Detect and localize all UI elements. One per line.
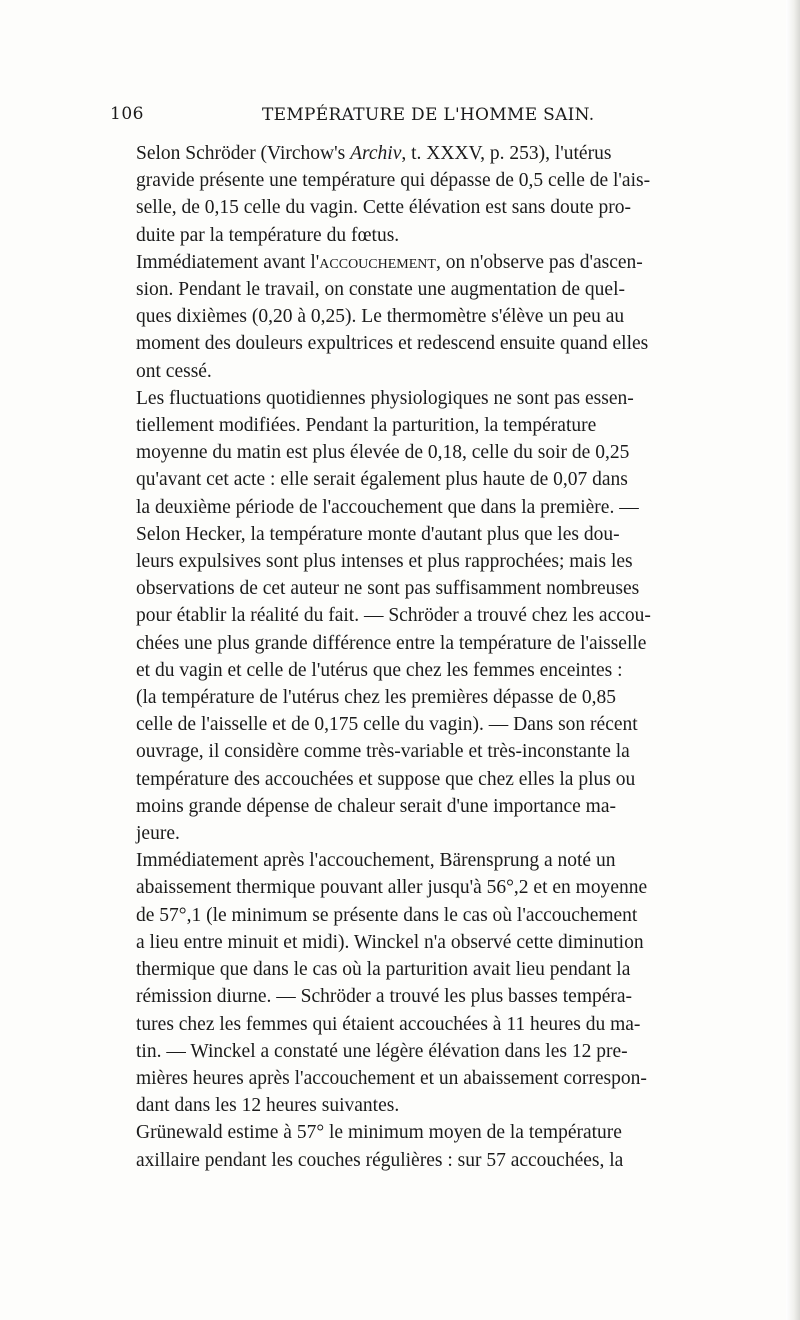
text-line: observations de cet auteur ne sont pas suffisamment nombreuses <box>136 578 640 600</box>
paragraph-1 <box>110 140 770 249</box>
text-line: rémission diurne. — Schröder a trouvé les plus basses tempéra- <box>136 986 633 1008</box>
text-line: selle, de 0,15 celle du vagin. Cette élévation est sans doute pro- <box>136 197 631 219</box>
text-line: et du vagin et celle de l'utérus que chez les femmes enceintes : <box>136 659 623 681</box>
text-line: moment des douleurs expultrices et redescend ensuite quand elles <box>136 333 649 355</box>
text-line: tiellement modifiées. Pendant la parturition, la température <box>136 415 597 437</box>
page-header <box>110 104 670 132</box>
text-line: (la température de l'utérus chez les premières dépasse de 0,85 <box>136 687 616 709</box>
text-line: ont cessé. <box>136 360 212 382</box>
text-line: dant dans les 12 heures suivantes. <box>136 1095 400 1117</box>
text-line: pour établir la réalité du fait. — Schröder a trouvé chez les accou- <box>136 605 651 627</box>
text-line: moyenne du matin est plus élevée de 0,18, celle du soir de 0,25 <box>136 442 630 464</box>
text-line: Selon Schröder (Virchow's Archiv, t. XXXV, p. 253), l'utérus <box>136 143 612 164</box>
text-line: sion. Pendant le travail, on constate une augmentation de quel- <box>136 279 625 301</box>
text-line: Les fluctuations quotidiennes physiologiques ne sont pas essen- <box>136 387 634 409</box>
text-line: ouvrage, il considère comme très-variable et très-inconstante la <box>136 741 630 763</box>
paragraph-2 <box>110 249 770 385</box>
text-line: température des accouchées et suppose que chez elles la plus ou <box>136 768 636 790</box>
page-number: 106 <box>110 104 144 124</box>
text-line: qu'avant cet acte : elle serait également plus haute de 0,07 dans <box>136 469 628 491</box>
text-line: duite par la température du fœtus. <box>136 224 400 246</box>
text-line: mières heures après l'accouchement et un abaissement correspon- <box>136 1067 647 1089</box>
text-line: thermique que dans le cas où la parturition avait lieu pendant la <box>136 959 631 981</box>
text-line: de 57°,1 (le minimum se présente dans le cas où l'accouchement <box>136 904 638 926</box>
paragraph-3 <box>110 385 770 847</box>
text-line: Grünewald estime à 57° le minimum moyen de la température <box>136 1122 622 1144</box>
text-line: jeure. <box>136 823 180 845</box>
paragraph-5 <box>110 1119 770 1173</box>
text-line: Selon Hecker, la température monte d'autant plus que les dou- <box>136 523 620 545</box>
text-line: tin. — Winckel a constaté une légère élévation dans les 12 pre- <box>136 1040 628 1062</box>
text-line: moins grande dépense de chaleur serait d'une importance ma- <box>136 795 616 817</box>
text-line: tures chez les femmes qui étaient accouchées à 11 heures du ma- <box>136 1013 641 1035</box>
text-line: ques dixièmes (0,20 à 0,25). Le thermomètre s'élève un peu au <box>136 306 625 328</box>
text-line: Immédiatement après l'accouchement, Bärensprung a noté un <box>136 850 616 872</box>
keyword-accouchement: accouchement <box>319 251 436 273</box>
text-line: leurs expulsives sont plus intenses et plus rapprochées; mais les <box>136 551 633 573</box>
text-line: gravide présente une température qui dépasse de 0,5 celle de l'ais- <box>136 170 651 192</box>
body-text <box>110 140 770 1174</box>
text-line: abaissement thermique pouvant aller jusqu'à 56°,2 et en moyenne <box>136 877 648 899</box>
text-line: a lieu entre minuit et midi). Winckel n'a observé cette diminution <box>136 931 644 953</box>
text-line: chées une plus grande différence entre la température de l'aisselle <box>136 632 647 654</box>
text-line: celle de l'aisselle et de 0,175 celle du vagin). — Dans son récent <box>136 714 638 736</box>
page-edge-shadow <box>786 0 800 1320</box>
journal-title: Archiv <box>350 143 402 164</box>
running-title: TEMPÉRATURE DE L'HOMME SAIN. <box>262 105 595 125</box>
text-line: la deuxième période de l'accouchement que dans la première. — <box>136 496 639 518</box>
text-line: Immédiatement avant l'accouchement, on n'observe pas d'ascen- <box>136 251 643 273</box>
text-line: axillaire pendant les couches régulières : sur 57 accouchées, la <box>136 1149 624 1171</box>
paragraph-4 <box>110 847 770 1119</box>
